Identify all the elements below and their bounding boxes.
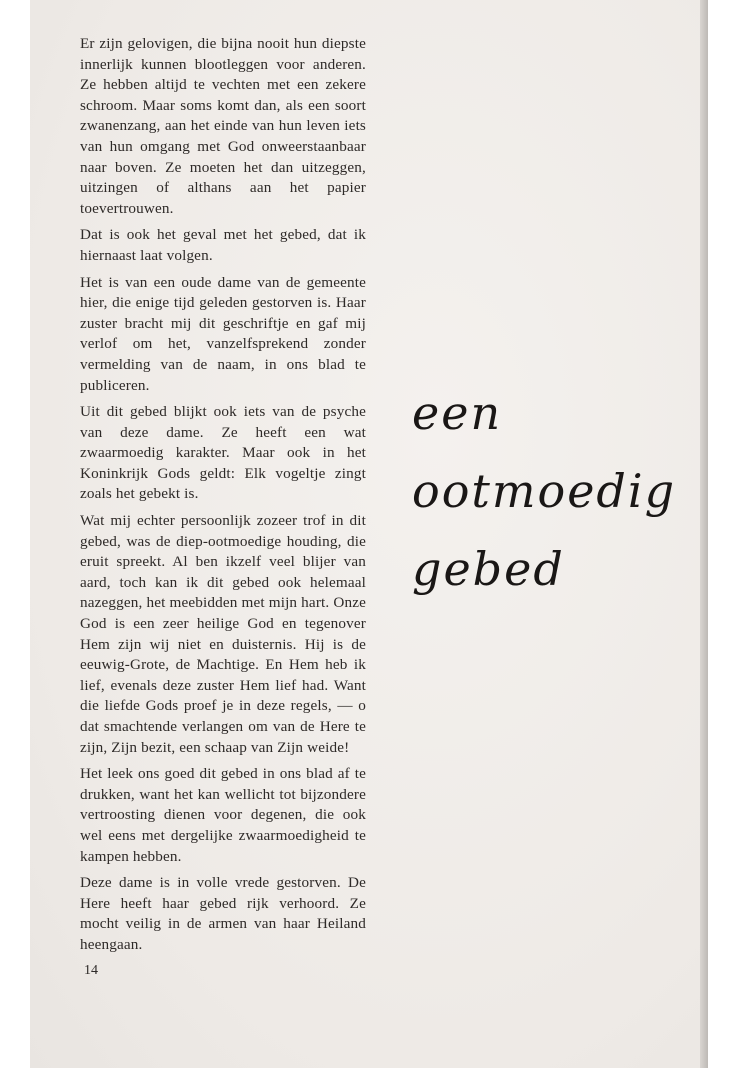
paragraph: Er zijn gelovigen, die bijna nooit hun diepste innerlijk kunnen blootleggen voor anderen. Ze hebben altijd te vechten met een zekere schroom. Maar soms komt dan, als een soort zwanenzang, aan het einde van hun leven iets van hun omgang met God onweerstaanbaar naar boven. Ze moeten het dan uitzeggen, uitzingen of althans aan het papier toevertrouwen. <box>80 35 366 217</box>
paragraph: Dat is ook het geval met het gebed, dat ik hiernaast laat volgen. <box>80 226 366 264</box>
page-number: 14 <box>84 963 98 978</box>
paragraph: Het is van een oude dame van de gemeente hier, die enige tijd geleden gestorven is. Haar zuster bracht mij dit geschriftje en gaf mij verlof om het, vanzelfsprekend zonder vermelding van de naam, in ons blad te publiceren. <box>80 273 366 394</box>
title-line: een <box>412 386 503 440</box>
article-title <box>412 388 682 622</box>
title-line: gebed <box>412 542 565 596</box>
paragraph: Het leek ons goed dit gebed in ons blad af te drukken, want het kan wellicht tot bijzondere vertroosting dienen voor degenen, die ook wel eens met dergelijke zwaarmoedigheid te kampen hebben. <box>80 765 366 865</box>
body-text-column <box>80 34 366 962</box>
page-edge <box>700 0 708 1068</box>
paragraph: Wat mij echter persoonlijk zozeer trof in dit gebed, was de diep-ootmoedige houding, die eruit spreekt. Al ben ikzelf veel blijer van aard, toch kan ik dit gebed ook helemaal nazeggen, het meebidden met mijn hart. Onze God is een zeer heilige God en tegenover Hem zijn wij niet en duisternis. Hij is de eeuwig-Grote, de Machtige. En Hem heb ik lief, evenals deze zuster Hem lief had. Want die liefde Gods proef je in deze regels, — o dat smachtende verlangen om van de Here te zijn, Zijn bezit, een schaap van Zijn weide! <box>80 512 366 756</box>
paragraph: Uit dit gebed blijkt ook iets van de psyche van deze dame. Ze heeft een wat zwaarmoedig karakter. Maar ook in het Koninkrijk Gods geldt: Elk vogeltje zingt zoals het gebekt is. <box>80 403 366 503</box>
title-line: ootmoedig <box>412 464 677 518</box>
paragraph: Deze dame is in volle vrede gestorven. De Here heeft haar gebed rijk verhoord. Ze mocht veilig in de armen van haar Heiland heengaan. <box>80 874 366 953</box>
